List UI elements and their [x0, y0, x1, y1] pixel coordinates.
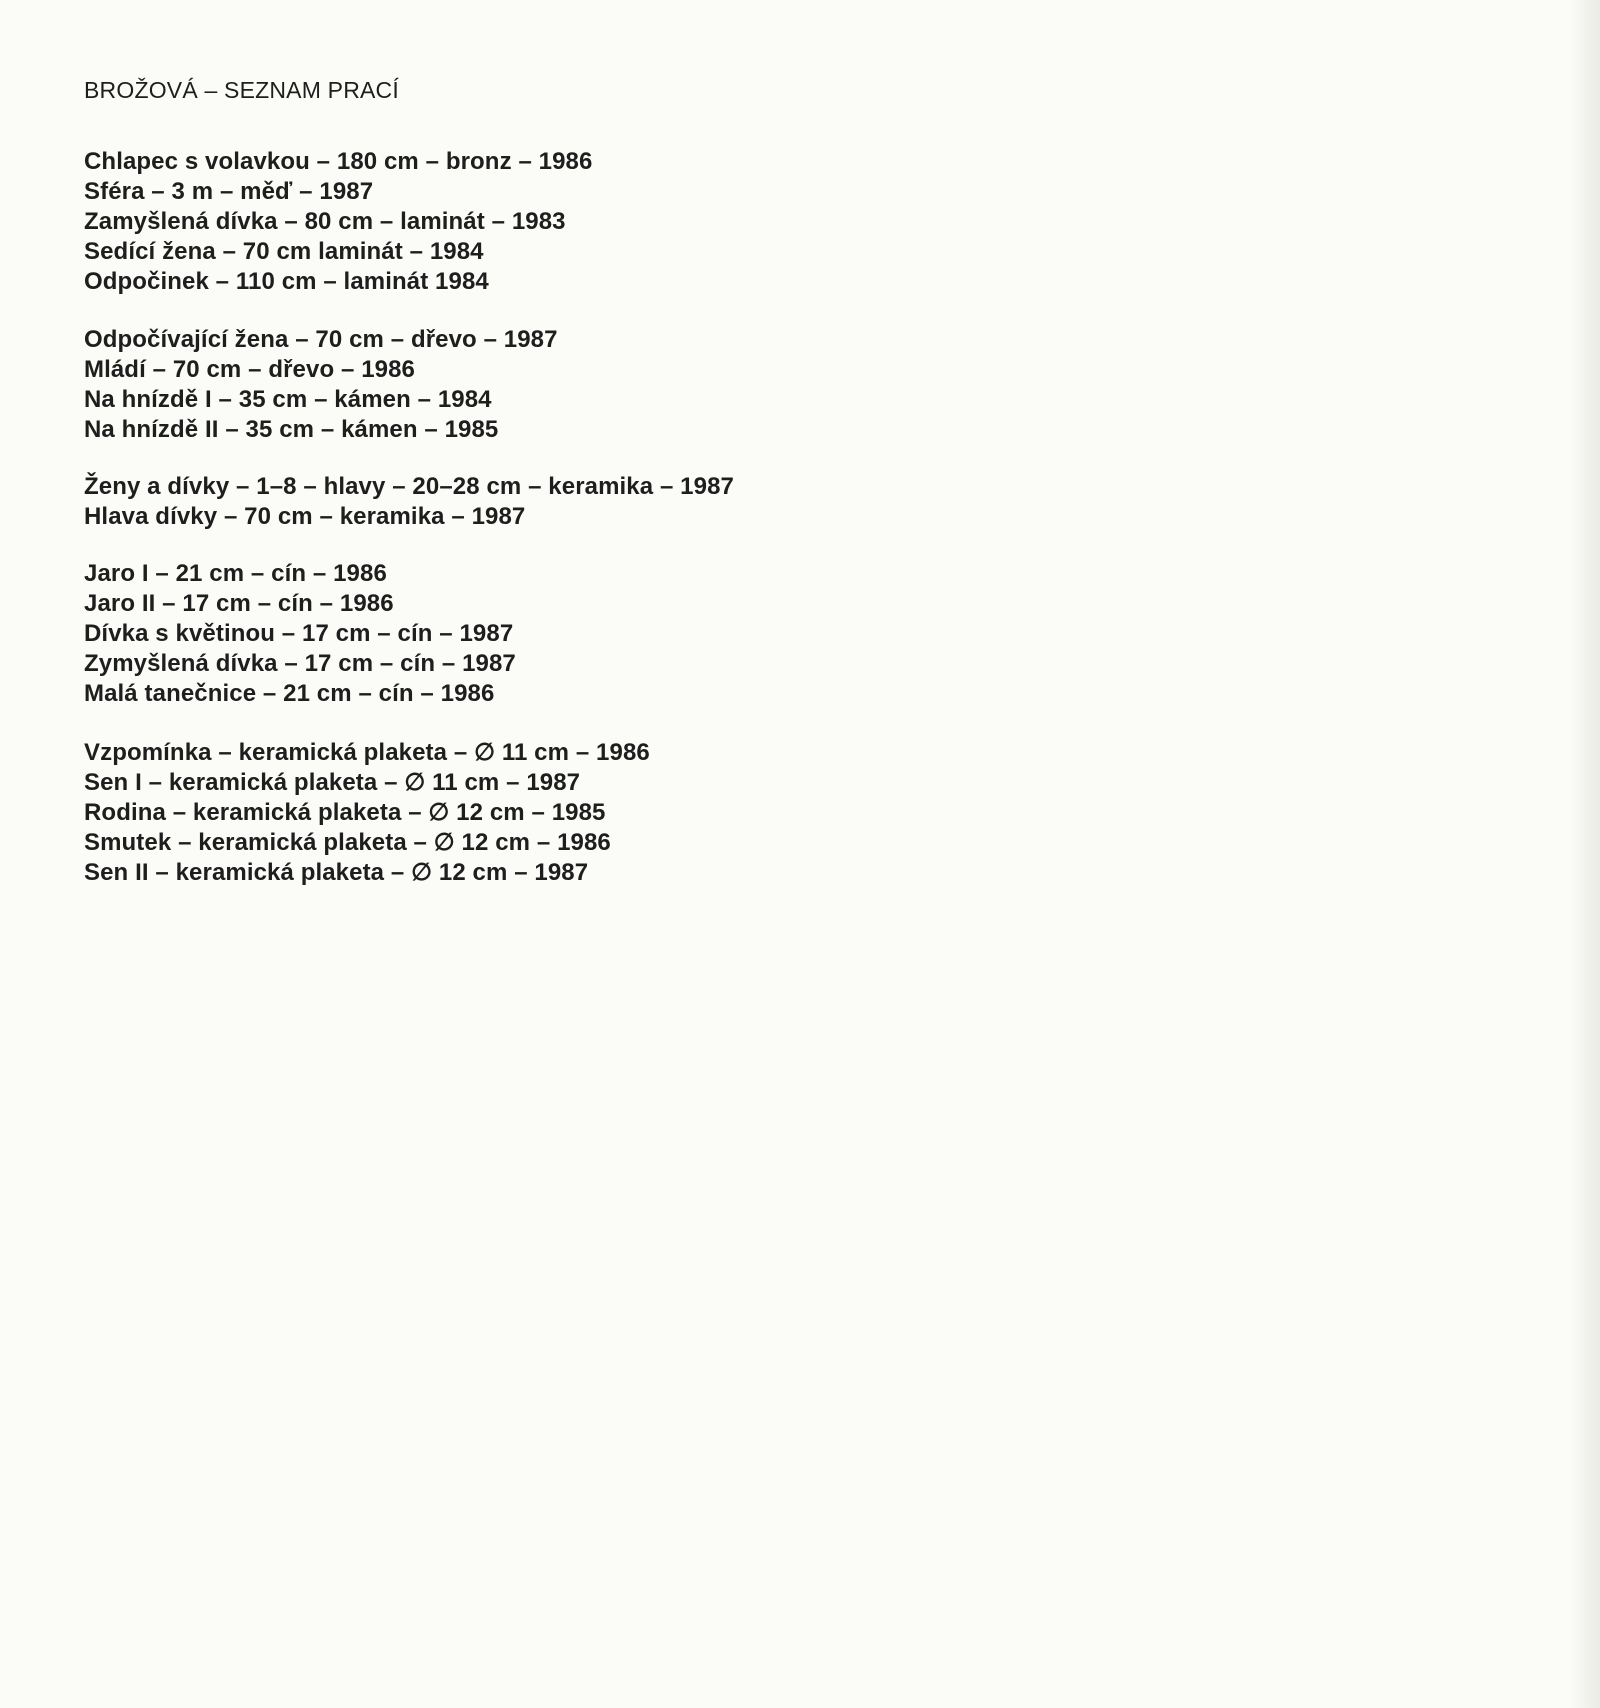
page-title: BROŽOVÁ – SEZNAM PRACÍ — [84, 77, 399, 103]
work-entry: Malá tanečnice – 21 cm – cín – 1986 — [84, 680, 495, 707]
work-entry: Jaro II – 17 cm – cín – 1986 — [84, 590, 394, 617]
work-entry: Rodina – keramická plaketa – ∅ 12 cm – 1985 — [84, 799, 606, 826]
work-entry: Jaro I – 21 cm – cín – 1986 — [84, 560, 387, 587]
page-edge-shadow — [1570, 0, 1600, 1708]
works-group-plaques — [84, 738, 734, 888]
work-entry: Na hnízdě II – 35 cm – kámen – 1985 — [84, 416, 499, 443]
work-entry: Mládí – 70 cm – dřevo – 1986 — [84, 356, 415, 383]
work-entry: Sen II – keramická plaketa – ∅ 12 cm – 1987 — [84, 859, 589, 886]
work-entry: Sen I – keramická plaketa – ∅ 11 cm – 1987 — [84, 769, 581, 796]
work-entry: Vzpomínka – keramická plaketa – ∅ 11 cm – 1986 — [84, 739, 650, 766]
work-entry: Zymyšlená dívka – 17 cm – cín – 1987 — [84, 650, 516, 677]
works-group-ceramics — [84, 472, 734, 532]
work-entry: Chlapec s volavkou – 180 cm – bronz – 1986 — [84, 148, 593, 175]
work-entry: Zamyšlená dívka – 80 cm – laminát – 1983 — [84, 208, 566, 235]
work-entry: Sedící žena – 70 cm laminát – 1984 — [84, 238, 484, 265]
works-group-wood-stone — [84, 325, 734, 445]
works-group-tin — [84, 559, 734, 709]
work-entry: Ženy a dívky – 1–8 – hlavy – 20–28 cm – keramika – 1987 — [84, 473, 734, 500]
works-group-large-sculptures — [84, 147, 734, 297]
work-entry: Sféra – 3 m – měď – 1987 — [84, 178, 374, 205]
work-entry: Dívka s květinou – 17 cm – cín – 1987 — [84, 620, 514, 647]
work-entry: Hlava dívky – 70 cm – keramika – 1987 — [84, 503, 526, 530]
works-list — [84, 147, 734, 888]
work-entry: Odpočívající žena – 70 cm – dřevo – 1987 — [84, 326, 558, 353]
work-entry: Smutek – keramická plaketa – ∅ 12 cm – 1986 — [84, 829, 611, 856]
work-entry: Na hnízdě I – 35 cm – kámen – 1984 — [84, 386, 492, 413]
work-entry: Odpočinek – 110 cm – laminát 1984 — [84, 268, 489, 295]
